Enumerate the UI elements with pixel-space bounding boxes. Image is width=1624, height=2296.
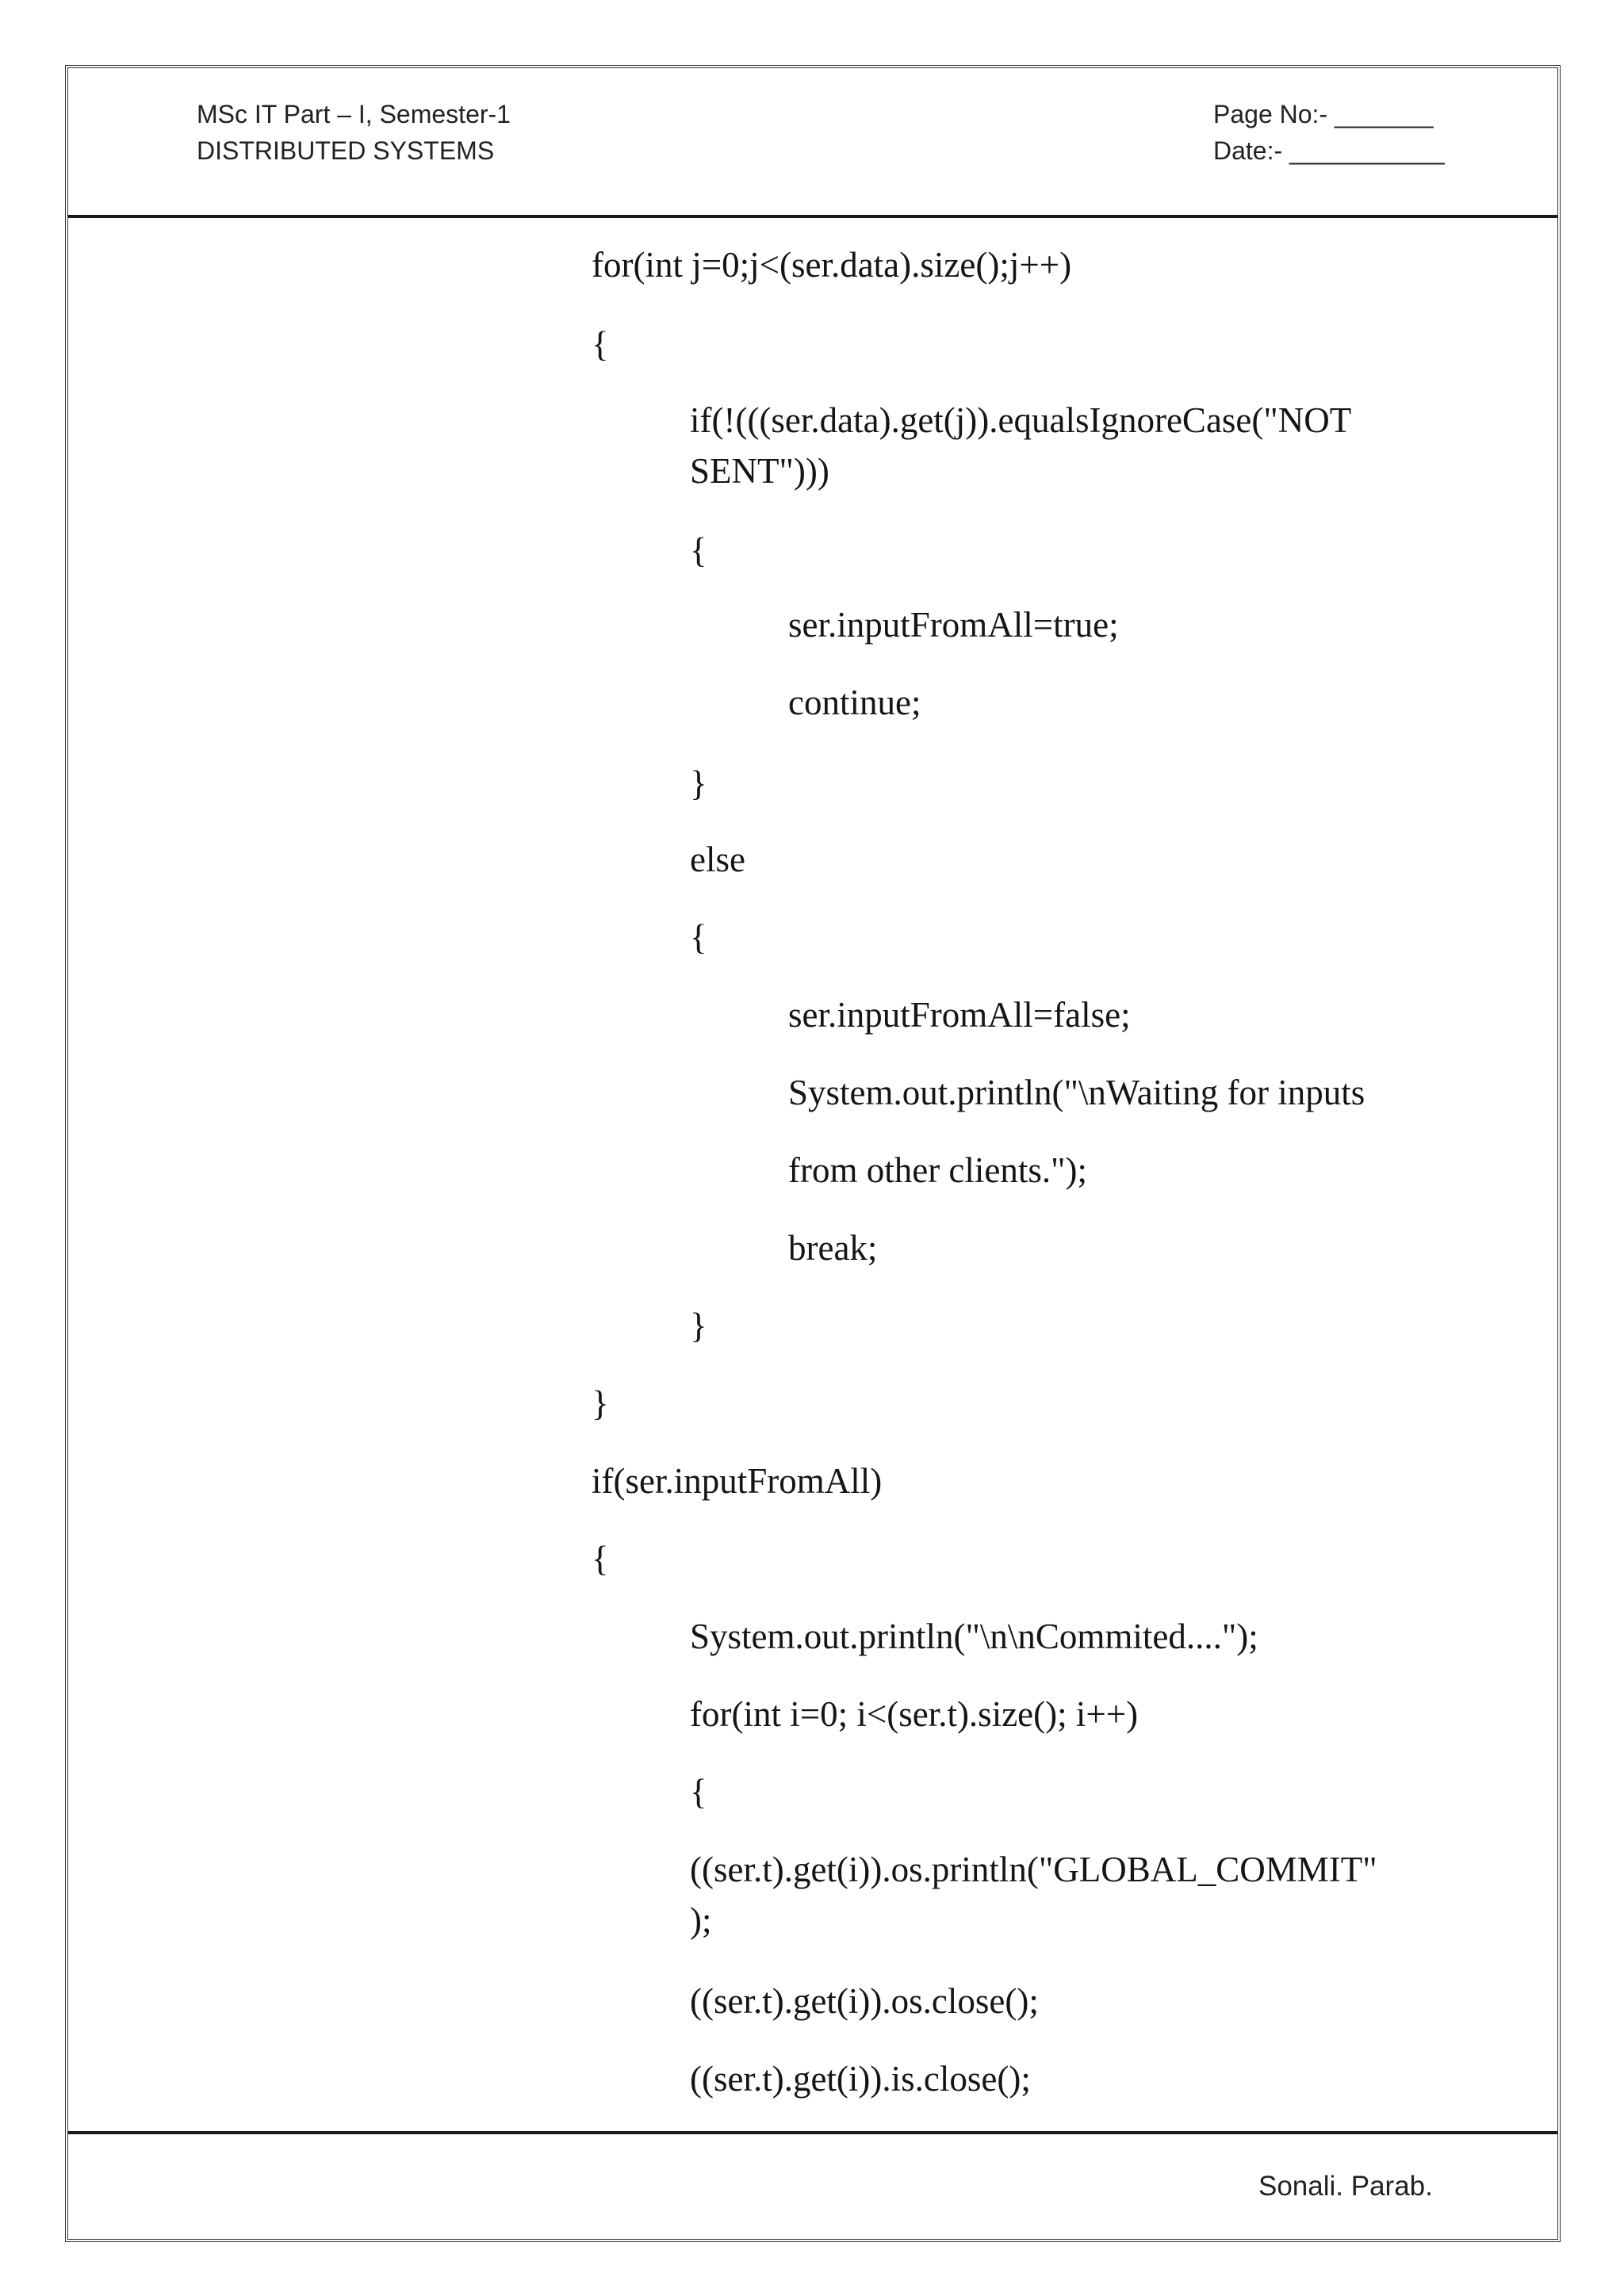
code-line: ser.inputFromAll=true; (788, 605, 1119, 645)
code-line: if(!(((ser.data).get(j)).equalsIgnoreCase("NOT (690, 400, 1352, 440)
code-line: System.out.println("\nWaiting for inputs (788, 1073, 1365, 1112)
code-line: ((ser.t).get(i)).is.close(); (690, 2059, 1031, 2099)
page-number-label: Page No:- _______ (1213, 100, 1434, 128)
date-label: Date:- ___________ (1213, 136, 1445, 165)
code-line: break; (788, 1228, 878, 1268)
code-line: else (690, 840, 745, 879)
code-line: ); (690, 1900, 712, 1940)
course-title: MSc IT Part – I, Semester-1 (197, 100, 511, 128)
code-line: from other clients."); (788, 1150, 1088, 1190)
header-divider (68, 215, 1557, 218)
footer-divider (68, 2131, 1557, 2134)
code-line: { (690, 917, 707, 957)
code-line: { (592, 1539, 609, 1578)
code-line: System.out.println("\n\nCommited...."); (690, 1617, 1258, 1656)
code-line: if(ser.inputFromAll) (592, 1461, 883, 1501)
code-line: ((ser.t).get(i)).os.println("GLOBAL_COMMIT" (690, 1850, 1377, 1889)
code-line: } (592, 1383, 609, 1423)
code-line: for(int j=0;j<(ser.data).size();j++) (592, 245, 1072, 285)
subject-title: DISTRIBUTED SYSTEMS (197, 136, 495, 165)
code-line: ser.inputFromAll=false; (788, 995, 1131, 1035)
code-line: continue; (788, 683, 921, 722)
code-line: SENT"))) (690, 451, 829, 491)
code-line: } (690, 763, 707, 803)
code-line: { (690, 1772, 707, 1812)
code-line: } (690, 1306, 707, 1345)
code-line: for(int i=0; i<(ser.t).size(); i++) (690, 1694, 1139, 1734)
code-line: { (592, 324, 609, 364)
code-line: ((ser.t).get(i)).os.close(); (690, 1981, 1039, 2021)
author-signature: Sonali. Parab. (1258, 2171, 1433, 2202)
code-line: { (690, 530, 707, 570)
